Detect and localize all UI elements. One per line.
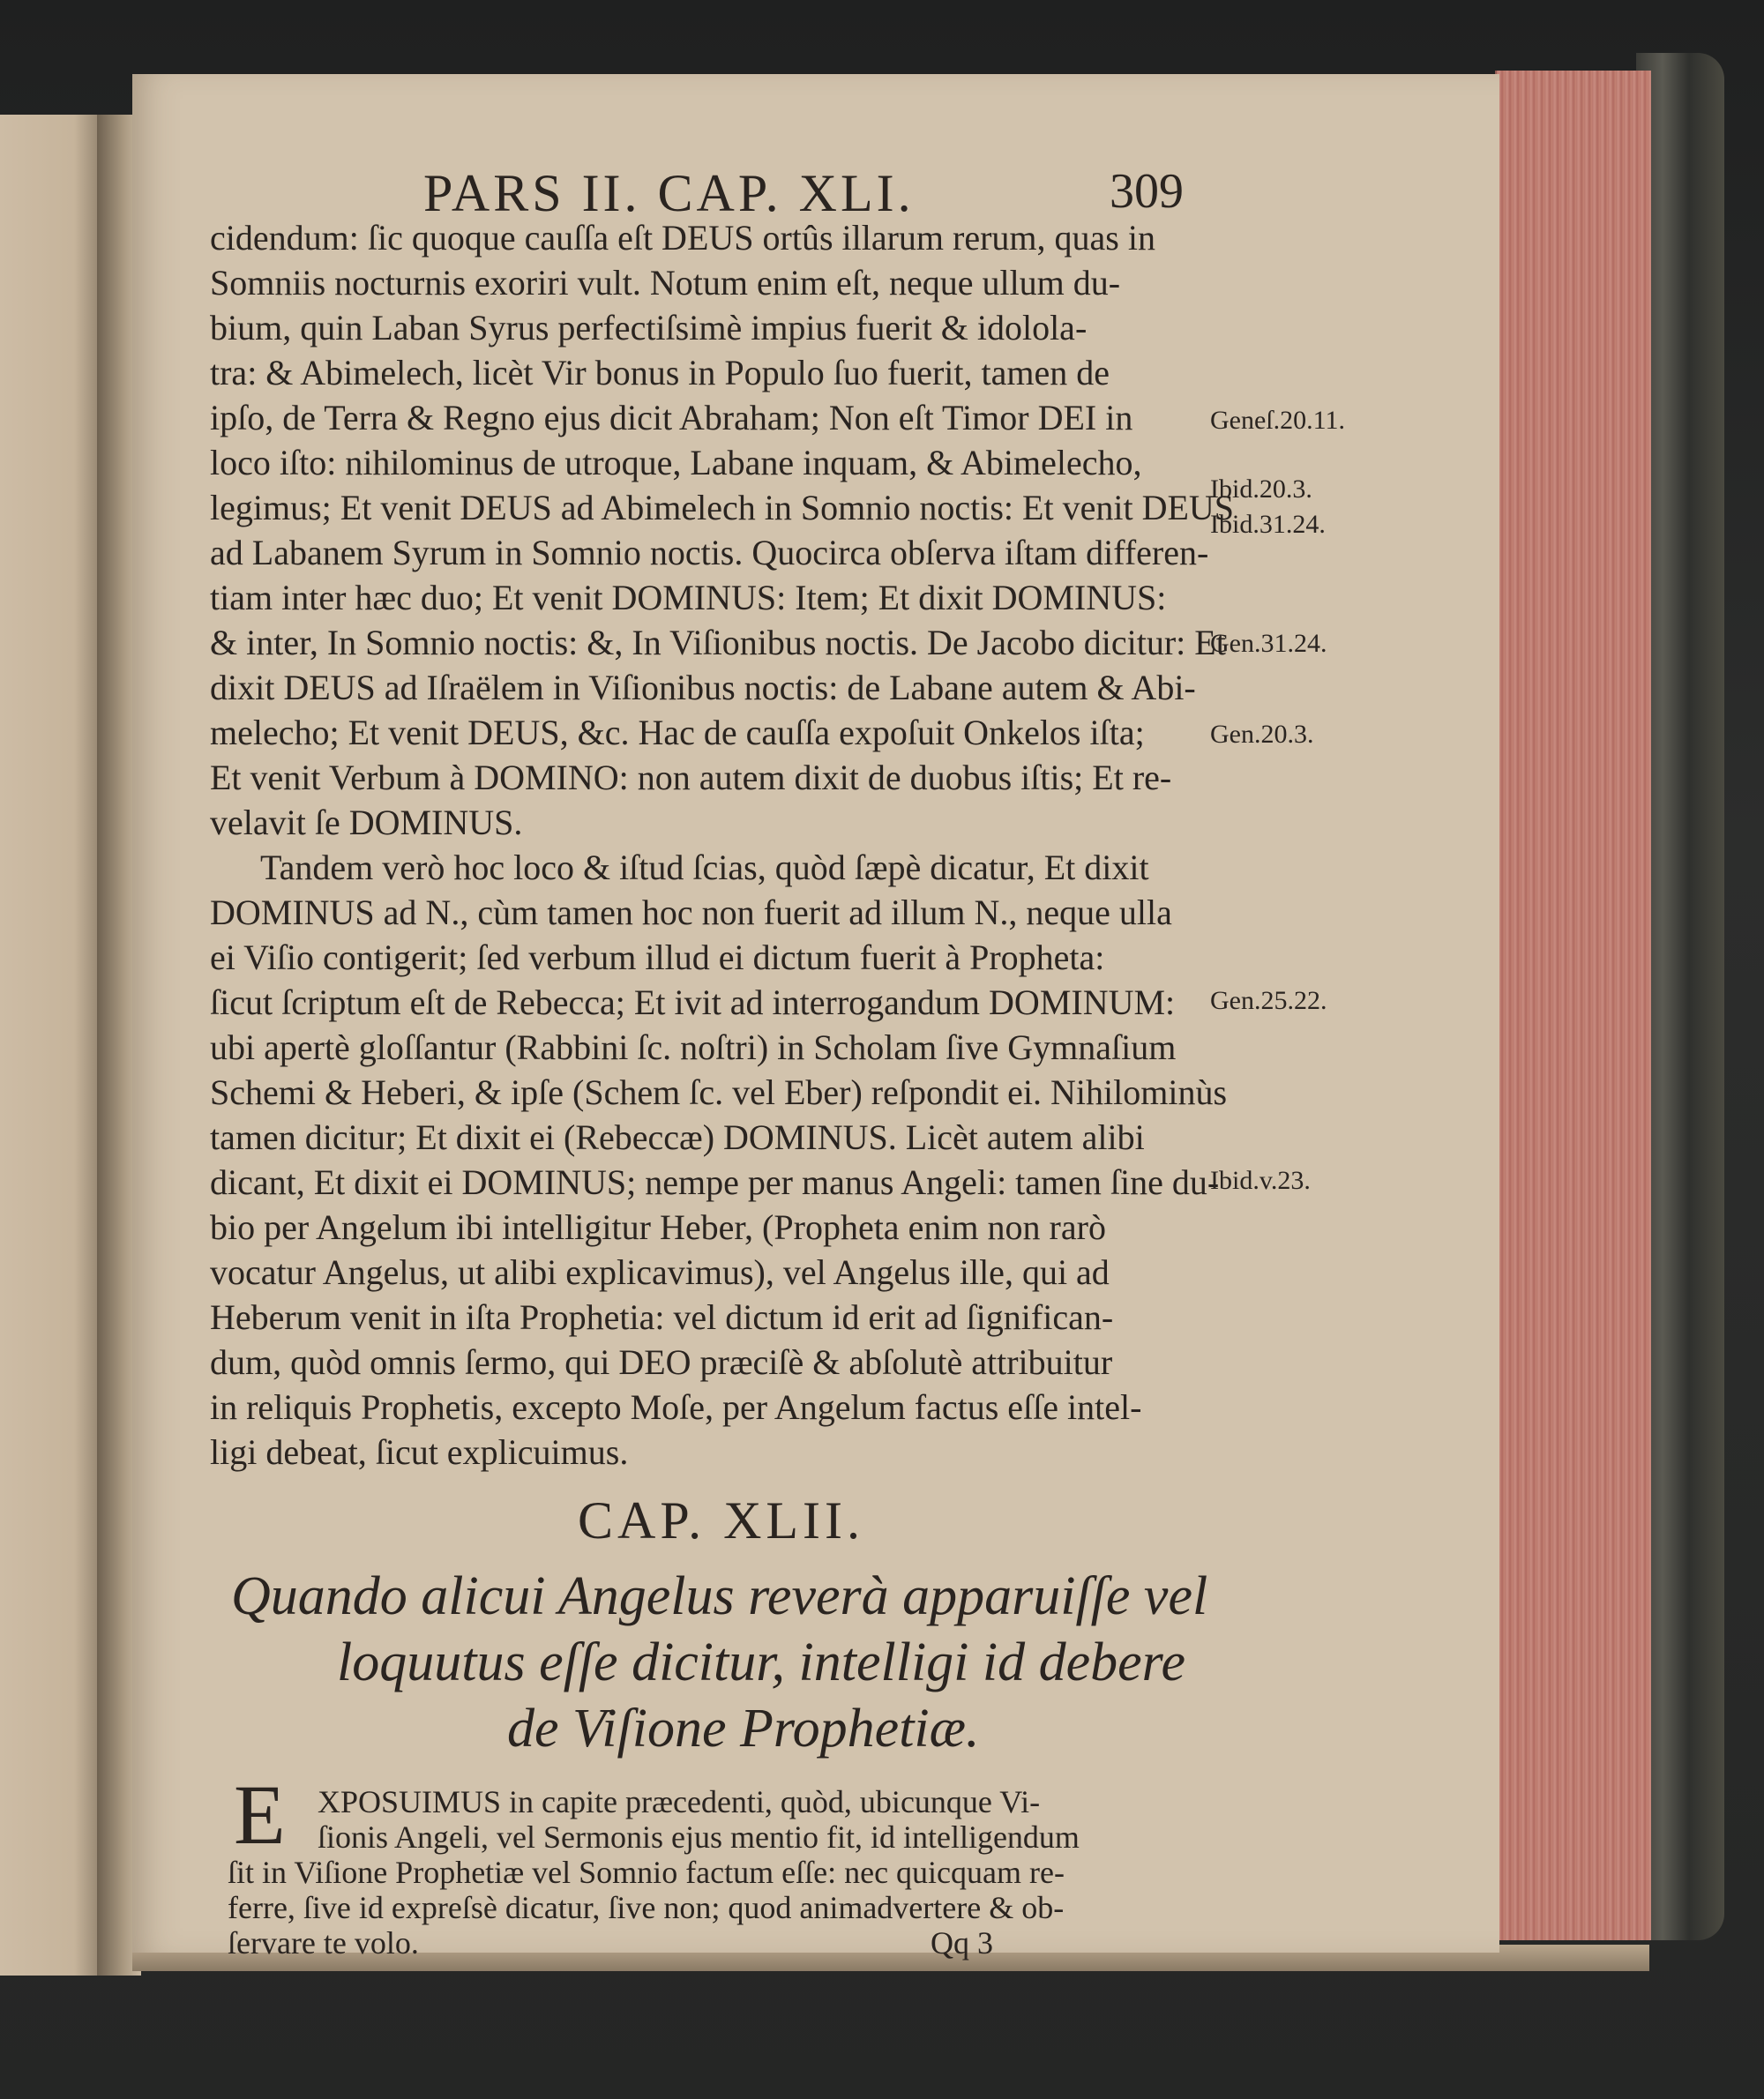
running-title: PARS II. CAP. XLI. xyxy=(423,164,915,222)
signature-mark: Qq 3 xyxy=(931,1925,993,1961)
body-line: ipſo, de Terra & Regno ejus dicit Abraham; Non eſt Timor DEI in xyxy=(210,398,1133,437)
body-line: ſicut ſcriptum eſt de Rebecca; Et ivit ad interrogandum DOMINUM: xyxy=(210,982,1176,1022)
body-line: & inter, In Somnio noctis: &, In Viſionibus noctis. De Jacobo dicitur: Et xyxy=(210,623,1226,662)
chapter-paragraph-line: ſervare te volo. xyxy=(228,1925,419,1961)
chapter-title: CAP. XLII. xyxy=(578,1491,865,1550)
body-line: DOMINUS ad N., cùm tamen hoc non fuerit ad illum N., neque ulla xyxy=(210,893,1172,932)
body-line: cidendum: ſic quoque cauſſa eſt DEUS ortûs illarum rerum, quas in xyxy=(210,218,1155,258)
chapter-heading-line: de Viſione Prophetiæ. xyxy=(507,1699,980,1759)
body-line: bium, quin Laban Syrus perfectiſsimè impius fuerit & idolola- xyxy=(210,308,1088,347)
margin-note: Gen.25.22. xyxy=(1210,986,1327,1015)
body-line: dum, quòd omnis ſermo, qui DEO præciſè & abſolutè attribuitur xyxy=(210,1342,1113,1382)
body-line: tiam inter hæc duo; Et venit DOMINUS: Item; Et dixit DOMINUS: xyxy=(210,578,1167,617)
margin-note: Ibid.20.3. xyxy=(1210,474,1312,504)
body-line: bio per Angelum ibi intelligitur Heber, (Propheta enim non rarò xyxy=(210,1207,1106,1247)
body-line: velavit ſe DOMINUS. xyxy=(210,803,523,842)
margin-note: Geneſ.20.11. xyxy=(1210,406,1346,435)
chapter-paragraph-line: XPOSUIMUS in capite præcedenti, quòd, ubicunque Vi- xyxy=(318,1784,1041,1819)
body-line: Et venit Verbum à DOMINO: non autem dixit de duobus iſtis; Et re- xyxy=(210,758,1172,797)
margin-note: Gen.20.3. xyxy=(1210,720,1314,749)
chapter-heading-line: loquutus eſſe dicitur, intelligi id debere xyxy=(337,1632,1185,1692)
margin-note: Ibid.v.23. xyxy=(1210,1166,1311,1195)
body-line: ei Viſio contigerit; ſed verbum illud ei dictum fuerit à Propheta: xyxy=(210,937,1105,977)
body-line: melecho; Et venit DEUS, &c. Hac de cauſſa expoſuit Onkelos iſta; xyxy=(210,713,1145,752)
body-line: Tandem verò hoc loco & iſtud ſcias, quòd ſæpè dicatur, Et dixit xyxy=(260,848,1149,887)
body-line: dixit DEUS ad Iſraëlem in Viſionibus noctis: de Labane autem & Abi- xyxy=(210,668,1196,707)
chapter-paragraph-line: ferre, ſive id expreſsè dicatur, ſive non; quod animadvertere & ob- xyxy=(228,1890,1065,1925)
body-line: dicant, Et dixit ei DOMINUS; nempe per manus Angeli: tamen ſine du- xyxy=(210,1162,1220,1202)
body-line: ubi apertè gloſſantur (Rabbini ſc. noſtri) in Scholam ſive Gymnaſium xyxy=(210,1027,1177,1067)
chapter-heading-line: Quando alicui Angelus reverà apparuiſſe vel xyxy=(231,1566,1208,1626)
drop-cap: E xyxy=(234,1767,286,1862)
chapter-paragraph-line: ſit in Viſione Prophetiæ vel Somnio factum eſſe: nec quicquam re- xyxy=(228,1855,1065,1890)
chapter-paragraph-line: ſionis Angeli, vel Sermonis ejus mentio fit, id intelligendum xyxy=(318,1819,1080,1855)
body-line: tamen dicitur; Et dixit ei (Rebeccæ) DOMINUS. Licèt autem alibi xyxy=(210,1117,1145,1157)
body-line: Somniis nocturnis exoriri vult. Notum enim eſt, neque ullum du- xyxy=(210,263,1121,303)
margin-note: Ibid.31.24. xyxy=(1210,510,1326,539)
body-line: ligi debeat, ſicut explicuimus. xyxy=(210,1432,629,1472)
previous-page-edge xyxy=(0,115,106,1976)
page-number: 309 xyxy=(1110,164,1184,219)
margin-note: Gen.31.24. xyxy=(1210,629,1327,658)
page-fore-edge xyxy=(1495,71,1651,1940)
body-line: ad Labanem Syrum in Somnio noctis. Quocirca obſerva iſtam differen- xyxy=(210,533,1209,572)
body-line: vocatur Angelus, ut alibi explicavimus), vel Angelus ille, qui ad xyxy=(210,1252,1110,1292)
body-line: in reliquis Prophetis, excepto Moſe, per Angelum factus eſſe intel- xyxy=(210,1387,1142,1427)
body-line: legimus; Et venit DEUS ad Abimelech in Somnio noctis: Et venit DEUS xyxy=(210,488,1235,527)
body-line: loco iſto: nihilominus de utroque, Labane inquam, & Abimelecho, xyxy=(210,443,1142,482)
body-line: Heberum venit in iſta Prophetia: vel dictum id erit ad ſignifican- xyxy=(210,1297,1114,1337)
body-line: tra: & Abimelech, licèt Vir bonus in Populo ſuo fuerit, tamen de xyxy=(210,353,1110,392)
body-line: Schemi & Heberi, & ipſe (Schem ſc. vel Eber) reſpondit ei. Nihilominùs xyxy=(210,1072,1228,1112)
